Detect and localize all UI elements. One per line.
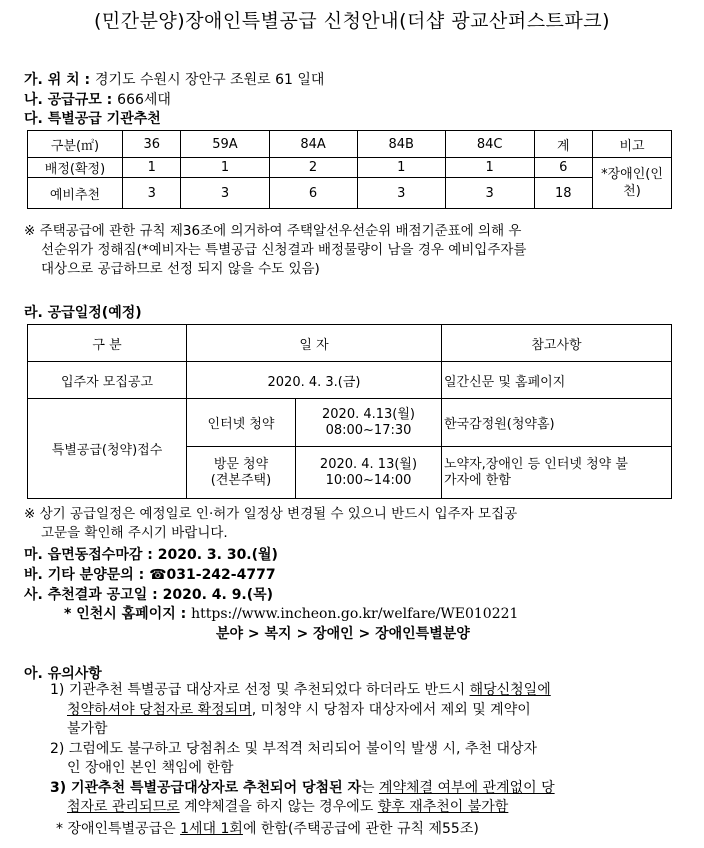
- schedule-header-cell: 일 자: [187, 325, 442, 362]
- caution-line: 불가함: [67, 721, 108, 737]
- table-cell: 1: [445, 158, 534, 178]
- location-value: 경기도 수원시 장안구 조원로 61 일대: [95, 72, 325, 88]
- table-cell: 2: [269, 158, 357, 178]
- row-label: 배정(확정): [28, 158, 123, 178]
- homepage-url[interactable]: https://www.incheon.go.kr/welfare/WE010221: [191, 606, 519, 622]
- note-line: ※ 주택공급에 관한 규칙 제36조에 의거하여 주택알선우선순위 배점기준표에 의해 우: [24, 223, 522, 239]
- table-cell: 1: [357, 158, 445, 178]
- table-cell: 6: [269, 178, 357, 209]
- note-line: 노약자,장애인 등 인터넷 청약 불: [444, 456, 628, 472]
- caution-underline: 계약체결 여부에 관계없이 당: [378, 779, 555, 796]
- location-label: 가. 위 치 :: [24, 72, 91, 88]
- note-allocation: [24, 222, 526, 279]
- inquiry-label: 바. 기타 분양문의 :: [24, 567, 150, 583]
- scale-label: 나. 공급규모 :: [24, 92, 113, 108]
- section-ra-heading: 라. 공급일정(예정): [24, 305, 142, 321]
- scale-value: 666세대: [117, 92, 171, 108]
- caution-line: 2) 그럼에도 불구하고 당첨취소 및 부적격 처리되어 불이익 발생 시, 추천 대상자: [50, 740, 538, 757]
- table-cell: 3: [181, 178, 269, 209]
- table-cell: 한국감정원(청약홈): [442, 399, 672, 447]
- note-line: 가자에 한함: [444, 472, 511, 488]
- inquiry-line: [24, 564, 276, 584]
- table-row: [28, 178, 672, 209]
- table-cell: 인터넷 청약: [187, 399, 296, 447]
- remark-cell: *장애인(인천): [593, 158, 672, 209]
- note-line: 선순위가 정해짐(*예비자는 특별공급 신청결과 배정물량이 남을 경우 예비입주자를: [41, 242, 527, 258]
- table-cell: [296, 447, 442, 499]
- table-cell: 6: [534, 158, 593, 178]
- section-a-heading: 아. 유의사항: [24, 666, 102, 682]
- table-cell: 1: [123, 158, 181, 178]
- announcement-line: 사. 추천결과 공고일 : 2020. 4. 9.(목): [24, 587, 274, 603]
- schedule-table: [27, 324, 672, 499]
- supply-header-cell: 84B: [357, 131, 445, 158]
- supply-header-cell: 36: [123, 131, 181, 158]
- time-line: 10:00~14:00: [325, 472, 412, 488]
- table-cell: [296, 399, 442, 447]
- table-cell: 3: [123, 178, 181, 209]
- table-cell: 2020. 4. 3.(금): [187, 362, 442, 399]
- caution-text: , 미청약 시 당첨자 대상자에서 제외 및 계약이: [251, 701, 531, 718]
- caution-underline: 청약하셔야 당첨자로 확정되며: [67, 701, 252, 718]
- note-line: 고문을 확인해 주시기 바랍니다.: [41, 525, 228, 541]
- homepage-line: [64, 603, 518, 623]
- caution-text: 에 한함(주택공급에 관한 규칙 제55조): [242, 821, 479, 837]
- date-line: 2020. 4. 13(월): [319, 456, 418, 472]
- caution-underline: 첨자로 관리되므로: [67, 799, 180, 815]
- caution-line: [50, 701, 690, 721]
- caution-line: [50, 681, 690, 701]
- caution-bold: 3) 기관추천 특별공급대상자로 추천되어 당첨된 자: [50, 779, 361, 796]
- method-line: (견본주택): [210, 472, 272, 488]
- caution-text: 계약체결을 하지 않는 경우에도: [179, 799, 378, 815]
- deadline-line: 마. 읍면동접수마감 : 2020. 3. 30.(월): [24, 547, 278, 563]
- caution-line: 인 장애인 본인 책임에 한함: [67, 760, 234, 776]
- location-line: [24, 69, 324, 89]
- schedule-header-cell: 참고사항: [442, 325, 672, 362]
- phone-number: ☎031-242-4777: [149, 567, 276, 583]
- note-line: ※ 상기 공급일정은 예정일로 인·허가 일정상 변경될 수 있으니 반드시 입주자 모집공: [24, 506, 518, 522]
- table-cell: [442, 447, 672, 499]
- table-row: [28, 158, 672, 178]
- section-da-heading: 다. 특별공급 기관추천: [24, 111, 161, 127]
- table-cell: [187, 447, 296, 499]
- note-line: 대상으로 공급하므로 선정 되지 않을 수도 있음): [41, 261, 320, 277]
- supply-header-cell: 계: [534, 131, 593, 158]
- caution-footnote: [56, 820, 479, 839]
- homepage-label: * 인천시 홈페이지 :: [64, 606, 192, 622]
- supply-header-cell: 구분(㎡): [28, 131, 123, 158]
- date-line: 2020. 4.13(월): [322, 406, 415, 422]
- caution-text: * 장애인특별공급은: [56, 821, 181, 837]
- table-cell: 일간신문 및 홈페이지: [442, 362, 672, 399]
- table-cell: 3: [445, 178, 534, 209]
- supply-table: [27, 130, 672, 209]
- schedule-header-row: [28, 325, 672, 362]
- row-label: 입주자 모집공고: [28, 362, 187, 399]
- time-line: 08:00~17:30: [325, 422, 412, 438]
- table-row: [28, 399, 672, 447]
- caution-underline: 향후 재추천이 불가함: [377, 799, 509, 815]
- supply-header-cell: 59A: [181, 131, 269, 158]
- caution-text: 1) 기관추천 특별공급 대상자로 선정 및 추천되었다 하더라도 반드시: [50, 682, 470, 698]
- caution-list: [50, 681, 690, 818]
- supply-header-cell: 84C: [445, 131, 534, 158]
- caution-line: [50, 779, 690, 799]
- caution-item-1: [50, 681, 690, 740]
- caution-text: 는: [361, 779, 379, 796]
- caution-underline: 1세대 1회: [180, 821, 243, 837]
- caution-underline: 해당신청일에: [469, 682, 551, 698]
- page-title: (민간분양)장애인특별공급 신청안내(더샵 광교산퍼스트파크): [93, 10, 611, 32]
- row-label: 예비추천: [28, 178, 123, 209]
- table-cell: 3: [357, 178, 445, 209]
- caution-line: [50, 798, 690, 818]
- row-label: 특별공급(청약)접수: [28, 399, 187, 499]
- supply-header-cell: 비고: [593, 131, 672, 158]
- caution-item-2: [50, 740, 690, 779]
- breadcrumb: 분야 > 복지 > 장애인 > 장애인특별분양: [216, 626, 470, 642]
- schedule-header-cell: 구 분: [28, 325, 187, 362]
- table-cell: 18: [534, 178, 593, 209]
- note-schedule: [24, 505, 517, 543]
- supply-header-cell: 84A: [269, 131, 357, 158]
- table-cell: 1: [181, 158, 269, 178]
- method-line: 방문 청약: [213, 456, 269, 472]
- scale-line: [24, 89, 171, 109]
- caution-item-3: [50, 779, 690, 818]
- supply-header-row: [28, 131, 672, 158]
- table-row: [28, 362, 672, 399]
